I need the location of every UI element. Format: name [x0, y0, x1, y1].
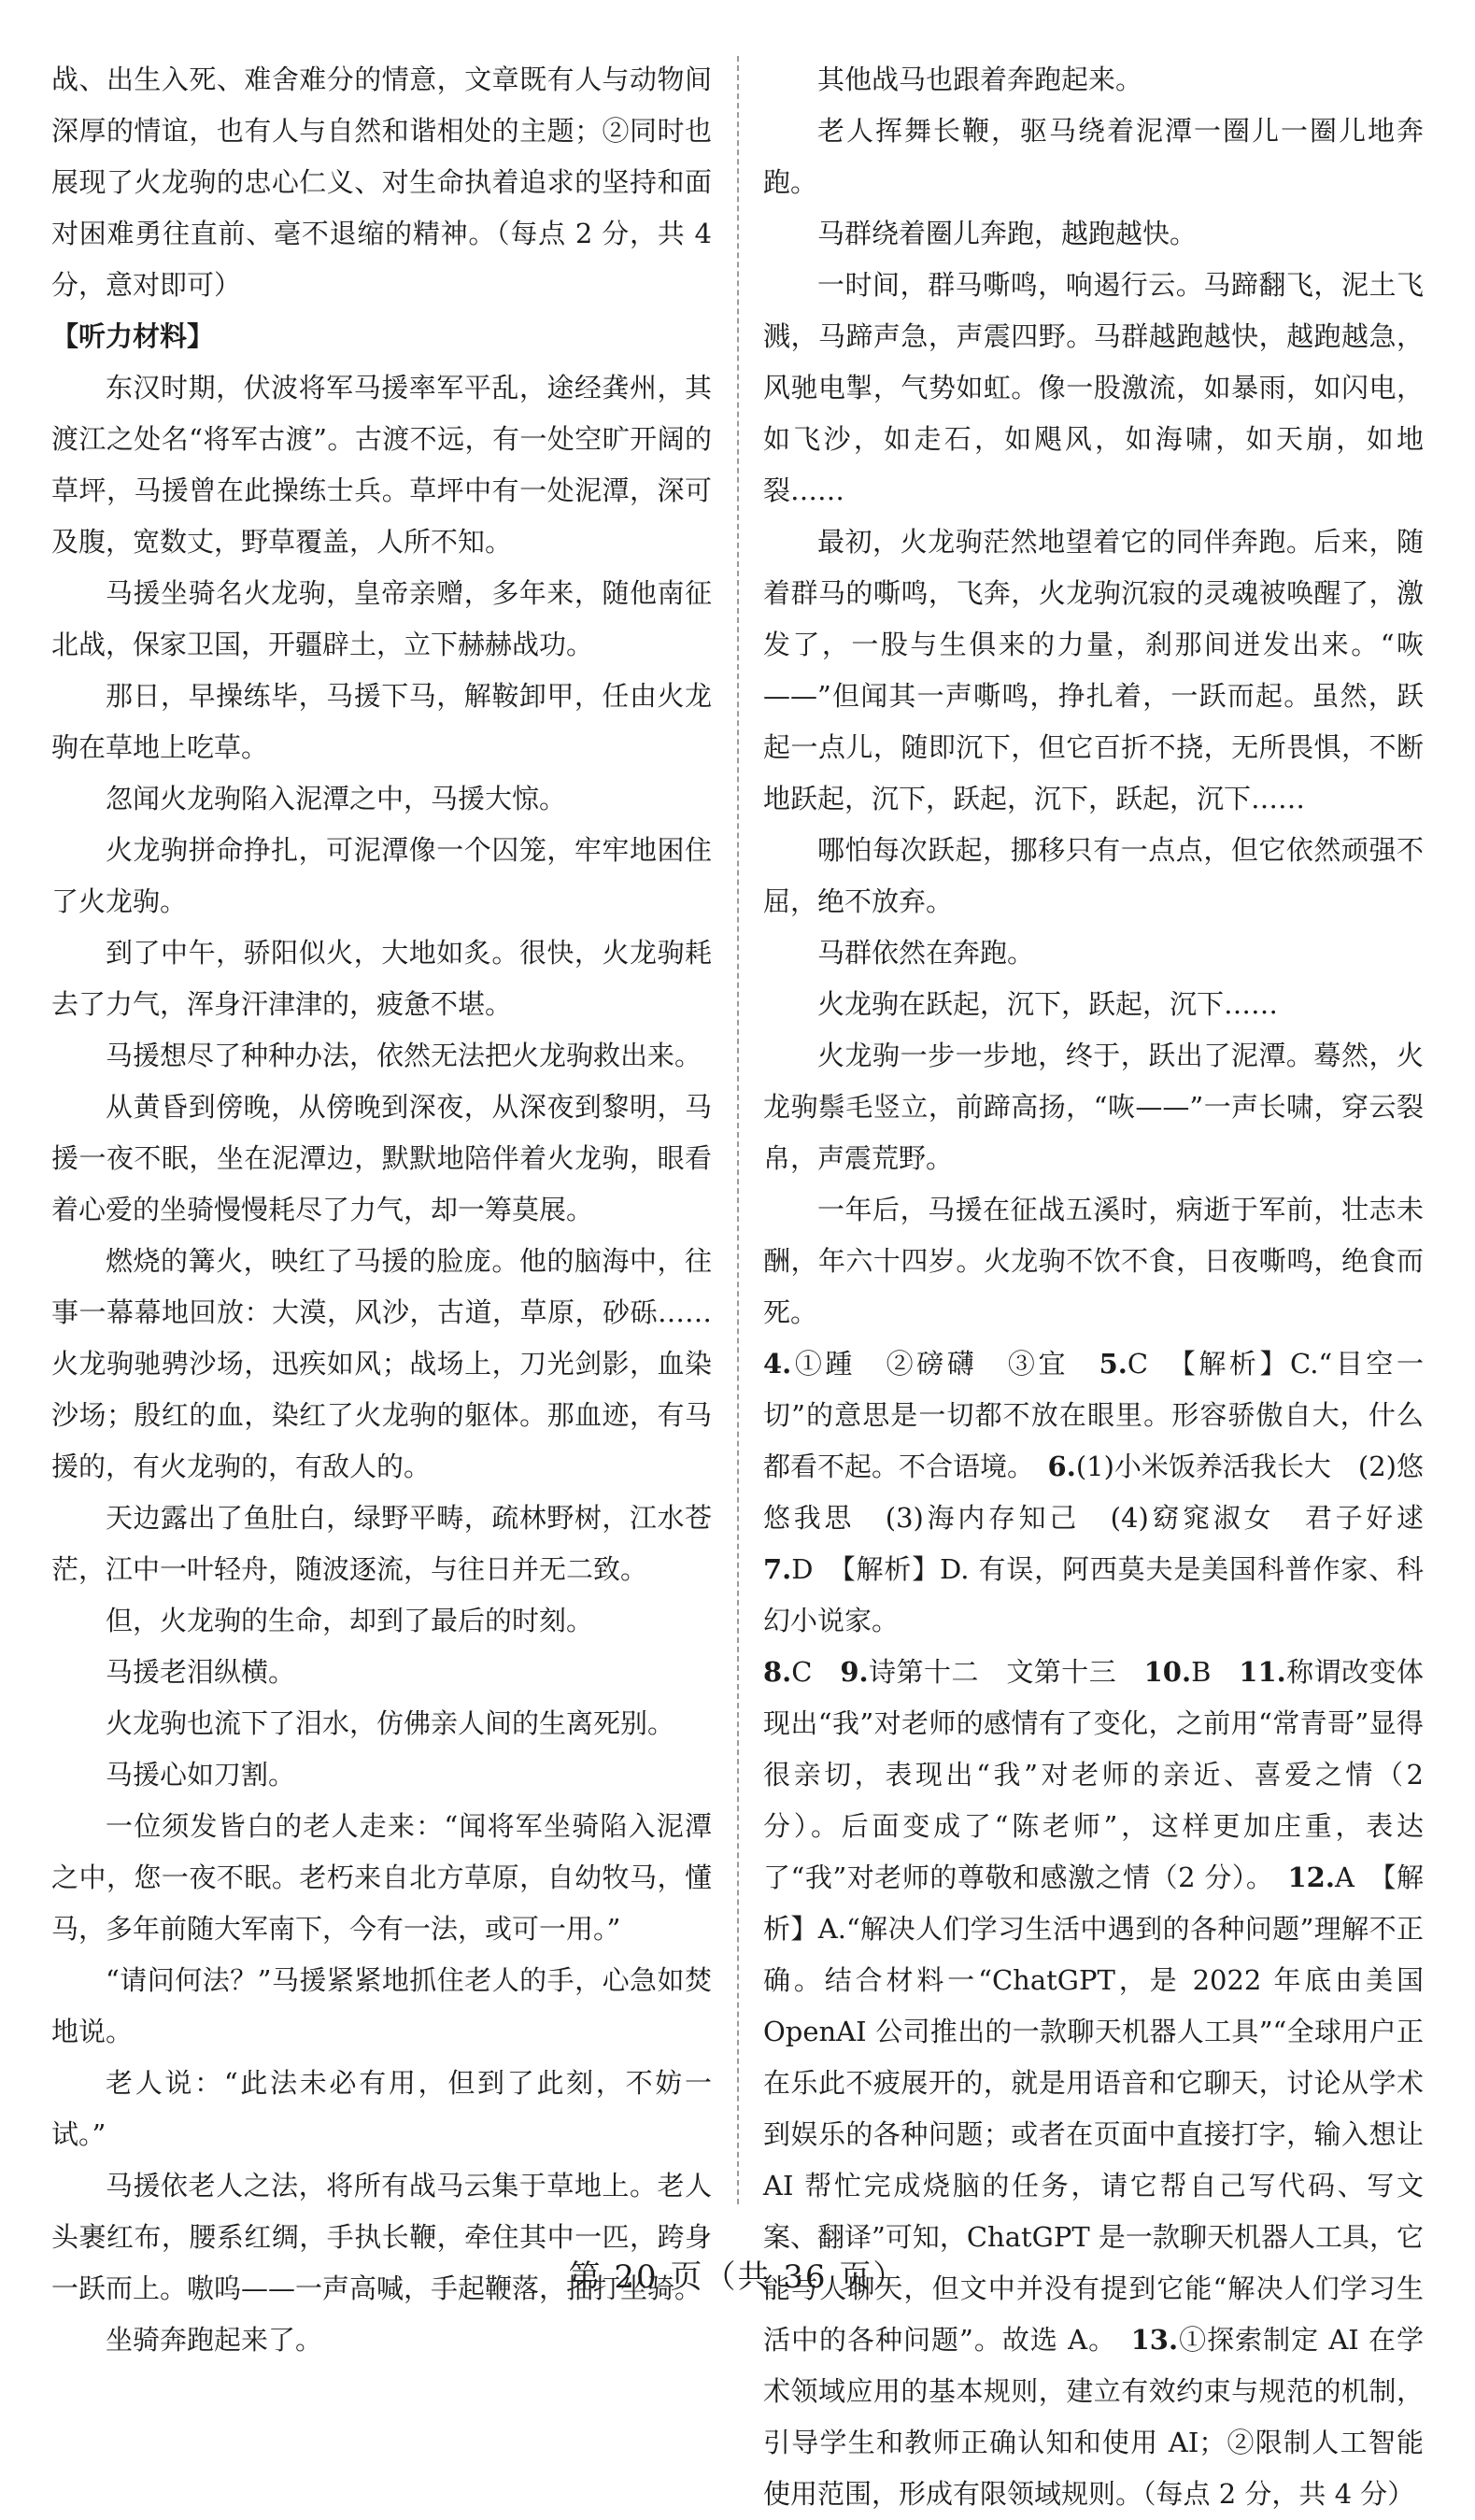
answer-text: B [1191, 1656, 1240, 1688]
paragraph: 坐骑奔跑起来了。 [106, 2324, 323, 2356]
answer-text: ①探索制定 AI 在学术领域应用的基本规则，建立有效约束与规范的机制，引导学生和教师正确认知和使用 AI；②限制人工智能使用范围，形成有限领域规则。（每点 2 分，共 4 分） [763, 2324, 1424, 2510]
paragraph: 但，火龙驹的生命，却到了最后的时刻。 [106, 1605, 594, 1636]
paragraph: 燃烧的篝火，映红了马援的脸庞。他的脑海中，往事一幕幕地回放：大漠，风沙，古道，草原，砂砾……火龙驹驰骋沙场，迅疾如风；战场上，刀光剑影，血染沙场；殷红的血，染红了火龙驹的躯体。那血迹，有马援的，有火龙驹的，有敌人的。 [51, 1245, 712, 1482]
paragraph: 火龙驹在跃起，沉下，跃起，沉下…… [817, 988, 1279, 1020]
paragraph: 火龙驹拼命挣扎，可泥潭像一个囚笼，牢牢地困住了火龙驹。 [51, 834, 712, 917]
answer-number: 11. [1239, 1656, 1286, 1688]
paragraph: 哪怕每次跃起，挪移只有一点点，但它依然顽强不屈，绝不放弃。 [763, 834, 1424, 917]
paragraph: 其他战马也跟着奔跑起来。 [817, 64, 1143, 95]
paragraph: 马援依老人之法，将所有战马云集于草地上。老人头裹红布，腰系红绸，手执长鞭，牵住其中一匹，跨身一跃而上。嗷呜——一声高喊，手起鞭落，抽打坐骑。 [51, 2170, 712, 2304]
paragraph: 马援想尽了种种办法，依然无法把火龙驹救出来。 [106, 1040, 702, 1071]
paragraph: 一年后，马援在征战五溪时，病逝于军前，壮志未酬，年六十四岁。火龙驹不饮不食，日夜嘶鸣，绝食而死。 [763, 1194, 1424, 1328]
answer-text: C 【解析】C.“目空一切”的意思是一切都不放在眼里。形容骄傲自大，什么都看不起。不合语境。 [763, 1348, 1424, 1482]
answer-block [763, 1647, 1424, 2520]
answer-text: 称谓改变体现出“我”对老师的感情有了变化，之前用“常青哥”显得很亲切，表现出“我”对老师的亲近、喜爱之情（2 分）。后面变成了“陈老师”，这样更加庄重，表达了“我”对老师的尊敬和感激之情（2 分）。 [763, 1656, 1424, 1893]
answer-text: ①踵 ②磅礴 ③宜 [791, 1348, 1099, 1380]
paragraph: 忽闻火龙驹陷入泥潭之中，马援大惊。 [106, 783, 567, 814]
paragraph: 马援坐骑名火龙驹，皇帝亲赠，多年来，随他南征北战，保家卫国，开疆辟土，立下赫赫战功。 [51, 577, 712, 660]
column-divider [737, 56, 739, 2204]
answer-text: (1)小米饭养活我长大 (2)悠悠我思 (3)海内存知己 (4)窈窕淑女 君子好逑 [763, 1451, 1451, 1534]
paragraph: 火龙驹也流下了泪水，仿佛亲人间的生离死别。 [106, 1707, 675, 1739]
answer-block [763, 1338, 1451, 1647]
paragraph: 马群依然在奔跑。 [817, 937, 1035, 969]
paragraph: 马援老泪纵横。 [106, 1656, 296, 1688]
answer-text: D 【解析】D. 有误，阿西莫夫是美国科普作家、科幻小说家。 [763, 1553, 1424, 1636]
answer-number: 8. [763, 1656, 792, 1688]
paragraph: 老人说：“此法未必有用，但到了此刻，不妨一试。” [51, 2067, 712, 2150]
answer-text: 诗第十二 文第十三 [868, 1656, 1144, 1688]
paragraph: 最初，火龙驹茫然地望着它的同伴奔跑。后来，随着群马的嘶鸣，飞奔，火龙驹沉寂的灵魂被唤醒了，激发了，一股与生俱来的力量，刹那间迸发出来。“咴——”但闻其一声嘶鸣，挣扎着，一跃而起。虽然，跃起一点儿，随即沉下，但它百折不挠，无所畏惧，不断地跃起，沉下，跃起，沉下，跃起，沉下…… [763, 526, 1424, 814]
page-footer: 第 20 页（共 36 页） [568, 2258, 907, 2296]
answer-number: 12. [1287, 1862, 1335, 1893]
paragraph: 马群绕着圈儿奔跑，越跑越快。 [817, 218, 1198, 249]
paragraph: 天边露出了鱼肚白，绿野平畴，疏林野树，江水苍茫，江中一叶轻舟，随波逐流，与往日并无二致。 [51, 1502, 712, 1585]
right-column [763, 54, 1451, 2510]
answer-text: C [791, 1656, 841, 1688]
answer-number: 7. [763, 1553, 792, 1585]
paragraph: 老人挥舞长鞭，驱马绕着泥潭一圈儿一圈儿地奔跑。 [763, 115, 1424, 198]
answer-number: 13. [1130, 2324, 1179, 2356]
paragraph: 那日，早操练毕，马援下马，解鞍卸甲，任由火龙驹在草地上吃草。 [51, 680, 712, 763]
answer-text: A 【解析】A.“解决人们学习生活中遇到的各种问题”理解不正确。结合材料一“ChatGPT，是 2022 年底由美国 OpenAI 公司推出的一款聊天机器人工具”“全球用户正在乐此不疲展开的，就是用语音和它聊天，讨论从学术到娱乐的各种问题；或者在页面中直接打字，输入想让 AI 帮忙完成烧脑的任务，请它帮自己写代码、写文案、翻译”可知，ChatGPT 是一款聊天机器人工具，它能与人聊天，但文中并没有提到它能“解决人们学习生活中的各种问题”。故选 A。 [763, 1862, 1424, 2356]
section-heading-listening: 【听力材料】 [51, 320, 215, 352]
answer-number: 6. [1047, 1451, 1076, 1482]
answer-number: 10. [1143, 1656, 1192, 1688]
paragraph: 一时间，群马嘶鸣，响遏行云。马蹄翻飞，泥土飞溅，马蹄声急，声震四野。马群越跑越快，越跑越急，风驰电掣，气势如虹。像一股激流，如暴雨，如闪电，如飞沙，如走石，如飓风，如海啸，如天崩，如地裂…… [763, 269, 1424, 506]
answer-number: 9. [840, 1656, 869, 1688]
paragraph: 一位须发皆白的老人走来：“闻将军坐骑陷入泥潭之中，您一夜不眠。老朽来自北方草原，自幼牧马，懂马，多年前随大军南下，今有一法，或可一用。” [51, 1810, 712, 1945]
answer-continuation: 战、出生入死、难舍难分的情意，文章既有人与动物间深厚的情谊，也有人与自然和谐相处的主题；②同时也展现了火龙驹的忠心仁义、对生命执着追求的坚持和面对困难勇往直前、毫不退缩的精神。（每点 2 分，共 4 分，意对即可） [51, 64, 712, 301]
answer-number: 5. [1099, 1348, 1128, 1380]
paragraph: 东汉时期，伏波将军马援率军平乱，途经龚州，其渡江之处名“将军古渡”。古渡不远，有一处空旷开阔的草坪，马援曾在此操练士兵。草坪中有一处泥潭，深可及腹，宽数丈，野草覆盖，人所不知。 [51, 372, 712, 558]
paragraph: “请问何法？”马援紧紧地抓住老人的手，心急如焚地说。 [51, 1964, 712, 2047]
paragraph: 从黄昏到傍晚，从傍晚到深夜，从深夜到黎明，马援一夜不眠，坐在泥潭边，默默地陪伴着火龙驹，眼看着心爱的坐骑慢慢耗尽了力气，却一筹莫展。 [51, 1091, 712, 1225]
paragraph: 到了中午，骄阳似火，大地如炙。很快，火龙驹耗去了力气，浑身汗津津的，疲惫不堪。 [51, 937, 712, 1020]
paragraph: 马援心如刀割。 [106, 1759, 296, 1791]
paragraph: 火龙驹一步一步地，终于，跃出了泥潭。蓦然，火龙驹鬃毛竖立，前蹄高扬，“咴——”一声长啸，穿云裂帛，声震荒野。 [763, 1040, 1424, 1174]
left-column [51, 54, 712, 2356]
answer-number: 4. [763, 1348, 792, 1380]
